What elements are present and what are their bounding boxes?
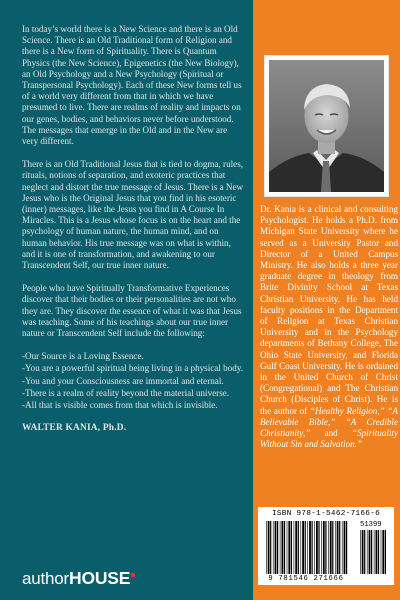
publisher-name-author: author (22, 569, 70, 588)
barcode-digits: 9 781546 271666 (268, 575, 344, 583)
author-photo-frame (265, 56, 388, 196)
isbn-barcode (258, 507, 394, 585)
teaching-item: -There is a realm of reality beyond the material universe. (22, 387, 230, 398)
author-bio (260, 204, 398, 450)
logo-dot-icon (131, 573, 135, 577)
barcode-icon (264, 521, 388, 577)
teaching-item: -You are a powerful spiritual being living in a physical body. (22, 363, 243, 374)
book-title: “Healthy Religion,” (309, 405, 385, 416)
isbn-number: ISBN 978-1-5462-7166-6 (271, 510, 381, 518)
description-text (22, 24, 244, 435)
teaching-item: -Our Source is a Loving Essence. (22, 351, 144, 362)
publisher-logo (22, 568, 135, 589)
teaching-item: -All that is visible comes from that which is invisible. (22, 400, 218, 411)
paragraph-new-science: In today’s world there is a New Science and there is an Old Science. There is an Old Traditional form of Religion and there is a New form of Spirituality. There is Quantum Physics (the New Science), Epigenetics (the New Biology), an Old Psychology and a New Psychology (Spiritual or Transpersonal Psychology). Each of these New forms tell us of a world very different from that in which we have presumed to live. There are realms of reality and impacts on our genes, bodies, and behaviors never before understood. The messages that emerge in the Old and in the New are very different. (22, 24, 242, 147)
author-photo (269, 60, 384, 192)
teaching-item: -You and your Consciousness are immortal and eternal. (22, 375, 224, 386)
book-title: “A Credible Christianity,” (260, 416, 398, 439)
publisher-name-house: HOUSE (69, 568, 131, 588)
price-code: 51399 (360, 521, 382, 529)
author-signature: WALTER KANIA, Ph.D. (22, 423, 127, 434)
paragraph-old-new-jesus: There is an Old Traditional Jesus that is tied to dogma, rules, rituals, notions of separation, and exoteric practices that neglect and distort the true message of Jesus. There is a New Jesus who is the Original Jesus that you find in his esoteric (inner) messages, like the Jesus you find in A Course In Miracles. This is a Jesus whose focus is on the heart and the psychology of human nature, the human mind, and on human behavior. His true message was on what is within, and it is one of transformation, and awakening to our Transcendent Self, our true inner nature. (22, 159, 244, 271)
paragraph-transformative-experiences: People who have Spiritually Transformative Experiences discover that their bodies or their personalities are not who they are. They discover the essence of what it was that Jesus was teaching. Some of his teachings about our true inner nature or Transcendent Self include the following: (22, 283, 242, 339)
book-title: “Spirituality Without Sin and Salvation.” (260, 428, 398, 450)
teachings-list (22, 351, 244, 411)
book-title: “A Believable Bible,” (260, 405, 398, 427)
bio-intro: Dr. Kania is a clinical and consulting Psychologist. He holds a Ph.D. from Michigan State University where he served as a University Pastor and Director of a United Campus Ministry. He also holds a three year graduate degree in theology from Brite Divinity School at Texas Christian University. He has held faculty positions in the Department of Religion at Texas Christian University and in the Psychology departments of Bethany College, The Ohio State University, and Florida Gulf Coast University. He is ordained in the United Church of Christ (Congregational) and The Christian Church (Disciples of Christ). He is the author of (260, 204, 398, 416)
bio-conjunction: and (310, 428, 353, 439)
